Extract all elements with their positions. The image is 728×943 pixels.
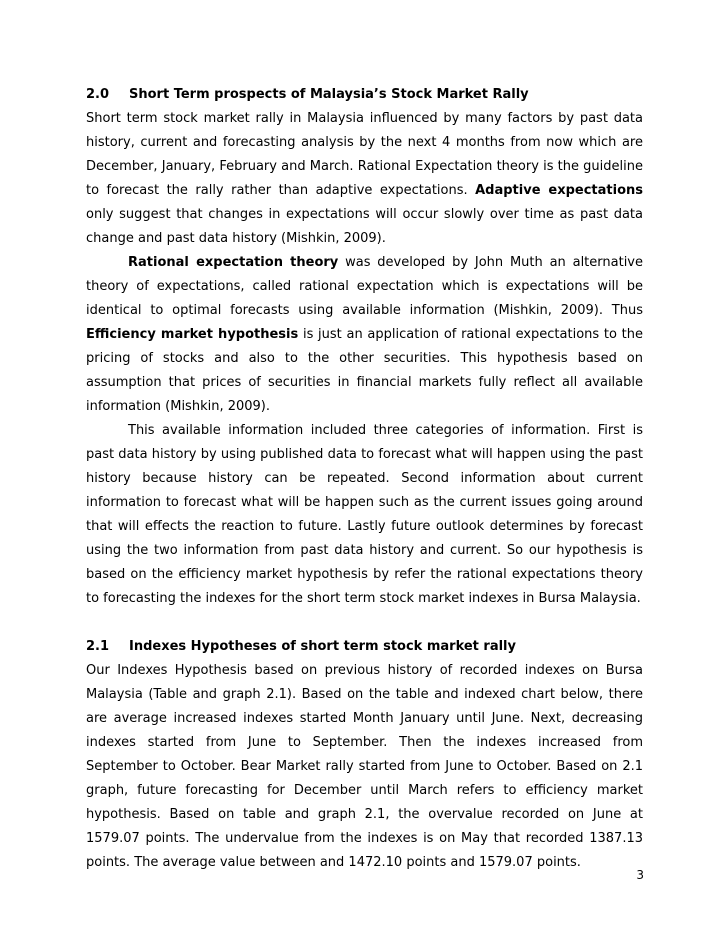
page-content [86,83,643,875]
section-heading-2-0 [86,83,643,107]
section-title: Short Term prospects of Malaysia’s Stock Market Rally [129,87,529,102]
paragraph-text: only suggest that changes in expectations will occur slowly over time as past data change and past data history (Mishkin, 2009). [86,207,643,246]
page-number: 3 [636,868,644,882]
bold-term-adaptive-expectations: Adaptive expectations [475,183,643,198]
paragraph-text: Short term stock market rally in Malaysia influenced by many factors by past data history, current and forecasting analysis by the next 4 months from now which are December, January, February and March. Rational Expectation theory is the guideline to forecast the rally rather than adaptive expectations. [86,111,643,198]
paragraph-2-0-1 [86,107,643,251]
bold-term-efficiency-market-hypothesis: Efficiency market hypothesis [86,327,299,342]
paragraph-2-0-2 [86,251,643,419]
section-heading-2-1 [86,635,643,659]
bold-term-rational-expectation-theory: Rational expectation theory [128,255,339,270]
section-title: Indexes Hypotheses of short term stock market rally [129,639,516,654]
paragraph-text: was developed by John Muth an alternative theory of expectations, called rational expectation which is expectations will be identical to optimal forecasts using available information (Mishkin, 2009). Thus [86,255,643,318]
paragraph-2-0-3: This available information included three categories of information. First is past data history by using published data to forecast what will happen using the past history because history can be repeated. Second information about current information to forecast what will be happen such as the current issues going around that will effects the reaction to future. Lastly future outlook determines by forecast using the two information from past data history and current. So our hypothesis is based on the efficiency market hypothesis by refer the rational expectations theory to forecasting the indexes for the short term stock market indexes in Bursa Malaysia. [86,423,643,606]
paragraph-2-1-1: Our Indexes Hypothesis based on previous history of recorded indexes on Bursa Malaysia (Table and graph 2.1). Based on the table and indexed chart below, there are average increased indexes started Month January until June. Next, decreasing indexes started from June to September. Then the indexes increased from September to October. Bear Market rally started from June to October. Based on 2.1 graph, future forecasting for December until March refers to efficiency market hypothesis. Based on table and graph 2.1, the overvalue recorded on June at 1579.07 points. The undervalue from the indexes is on May that recorded 1387.13 points. The average value between and 1472.10 points and 1579.07 points. [86,663,643,870]
section-spacer [86,611,643,635]
paragraph-text: is just an application of rational expectations to the pricing of stocks and also to the other securities. This hypothesis based on assumption that prices of securities in financial markets fully reflect all available information (Mishkin, 2009). [86,327,643,414]
section-number: 2.1 [86,639,110,654]
section-number: 2.0 [86,87,110,102]
